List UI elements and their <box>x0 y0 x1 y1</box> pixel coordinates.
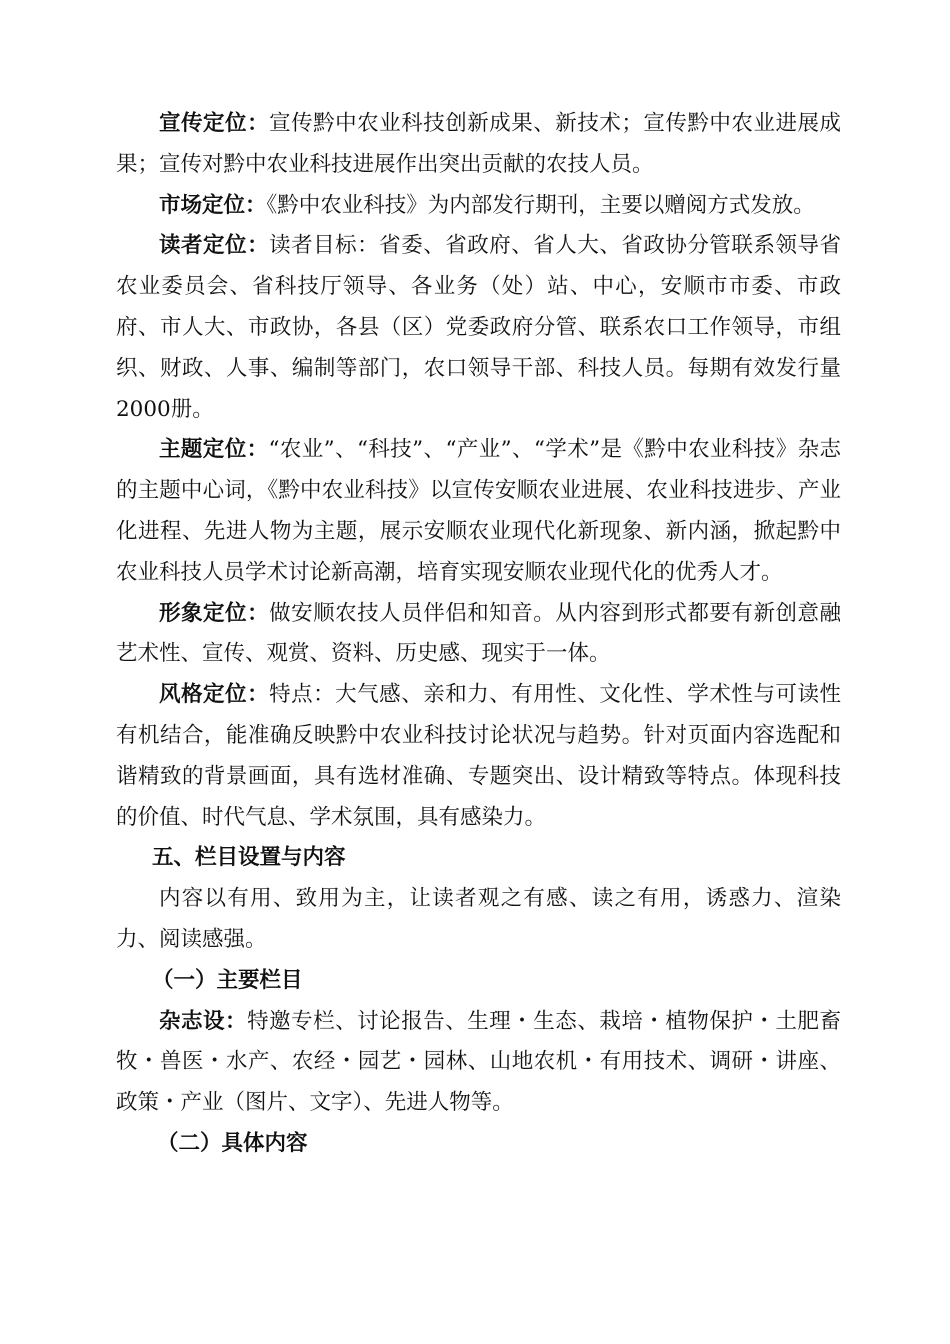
paragraph-text: 做安顺农技人员伴侣和知音。从内容到形式都要有新创意融艺术性、宣传、观赏、资料、历史感、现实于一体。 <box>116 600 841 667</box>
subheading-specific-content: （二）具体内容 <box>157 1130 308 1156</box>
paragraph-label: 宣传定位： <box>159 111 270 136</box>
paragraph-label: 市场定位： <box>159 192 267 218</box>
paragraph-text: 《黔中农业科技》为内部发行期刊，主要以赠阅方式发放。 <box>266 192 815 218</box>
paragraph-text: 读者目标：省委、省政府、省人大、省政协分管联系领导省农业委员会、省科技厅领导、各业务（处）站、中心，安顺市市委、市政府、市人大、市政协，各县（区）党委政府分管、联系农口工作领导，市组织、财政、人事、编制等部门，农口领导干部、科技人员。每期有效发行量2000册。 <box>116 233 841 422</box>
paragraph-market-positioning <box>116 186 841 227</box>
document-body <box>116 104 841 1165</box>
subheading-main-columns: （一）主要栏目 <box>152 967 303 993</box>
section-heading-columns: 五、栏目设置与内容 <box>152 845 346 871</box>
paragraph-label: 风格定位： <box>159 682 270 708</box>
paragraph-reader-positioning <box>116 226 841 430</box>
paragraph-image-positioning <box>116 594 841 676</box>
paragraph-label: 读者定位： <box>159 233 270 259</box>
paragraph-text: 特点：大气感、亲和力、有用性、文化性、学术性与可读性有机结合，能准确反映黔中农业科技讨论状况与趋势。针对页面内容选配和谐精致的背景画面，具有选材准确、专题突出、设计精致等特点。体现科技的价值、时代气息、学术氛围，具有感染力。 <box>116 682 841 830</box>
paragraph-magazine-columns <box>116 1002 841 1124</box>
paragraph-style-positioning <box>116 675 841 838</box>
paragraph-label: 主题定位： <box>159 437 269 463</box>
paragraph-text: 宣传黔中农业科技创新成果、新技术；宣传黔中农业进展成果；宣传对黔中农业科技进展作出突出贡献的农技人员。 <box>116 111 841 177</box>
paragraph-publicity-positioning <box>116 104 841 186</box>
section-intro-paragraph: 内容以有用、致用为主，让读者观之有感、读之有用，诱惑力、渲染力、阅读感强。 <box>116 886 841 952</box>
paragraph-label: 形象定位： <box>159 600 270 626</box>
paragraph-label: 杂志设： <box>159 1008 248 1034</box>
paragraph-theme-positioning <box>116 430 841 593</box>
paragraph-text: 特邀专栏、讨论报告、生理・生态、栽培・植物保护・土肥畜牧・兽医・水产、农经・园艺・园林、山地农机・有用技术、调研・讲座、政策・产业（图片、文字）、先进人物等。 <box>116 1008 841 1116</box>
paragraph-text: “农业”、“科技”、“产业”、“学术”是《黔中农业科技》杂志的主题中心词，《黔中农业科技》以宣传安顺农业进展、农业科技进步、产业化进程、先进人物为主题，展示安顺农业现代化新现象、新内涵，掀起黔中农业科技人员学术讨论新高潮，培育实现安顺农业现代化的优秀人才。 <box>116 437 841 585</box>
